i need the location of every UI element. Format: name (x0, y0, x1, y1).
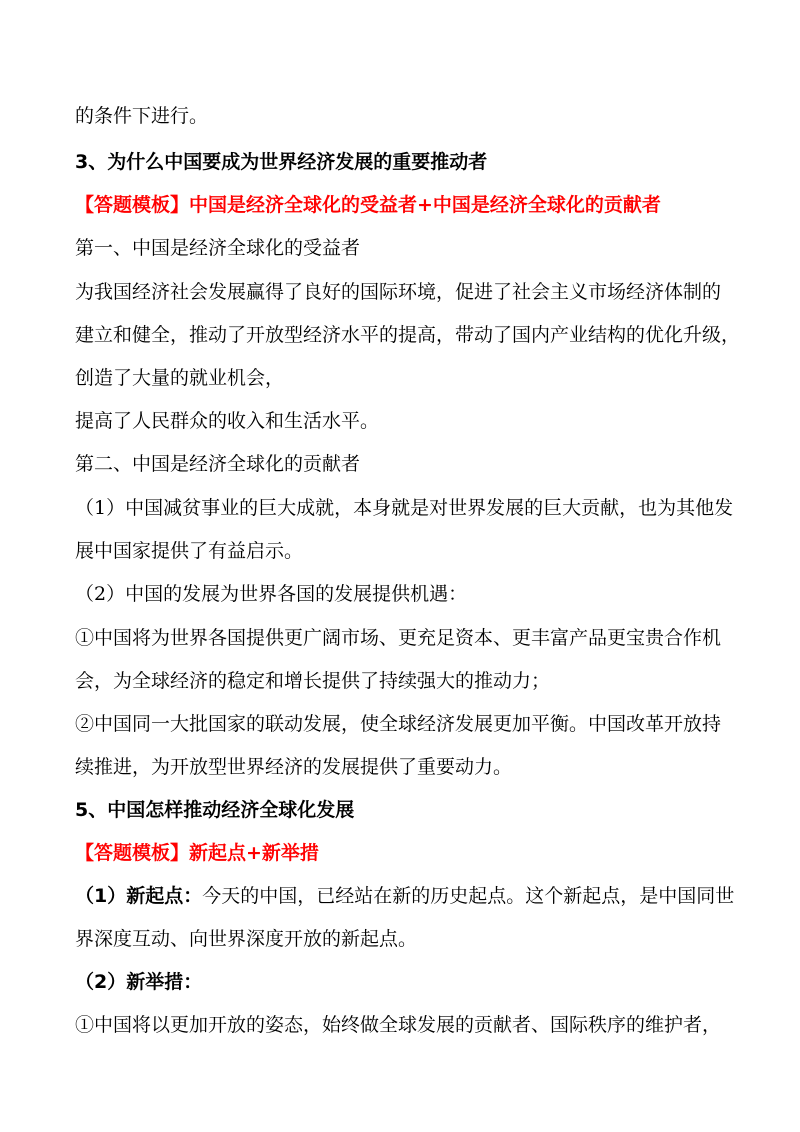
text-line: 界深度互动、向世界深度开放的新起点。 (75, 928, 418, 950)
text-line: 为我国经济社会发展赢得了良好的国际环境，促进了社会主义市场经济体制的 (75, 281, 722, 303)
text-line (75, 884, 755, 908)
item-text: 今天的中国，已经站在新的历史起点。这个新起点，是中国同世 (202, 885, 735, 907)
text-line: 提高了人民群众的收入和生活水平。 (75, 410, 380, 432)
text-line: （2）中国的发展为世界各国的发展提供机遇： (75, 583, 468, 605)
text-line: （1）中国减贫事业的巨大成就，本身就是对世界发展的巨大贡献，也为其他发 (75, 497, 734, 519)
item-label-new-measures: （2）新举措： (75, 971, 203, 993)
text-line: ①中国将为世界各国提供更广阔市场、更充足资本、更丰富产品更宝贵合作机 (75, 627, 722, 649)
text-line: 会，为全球经济的稳定和增长提供了持续强大的推动力； (75, 670, 551, 692)
text-line: 创造了大量的就业机会， (75, 367, 285, 389)
text-line: 建立和健全，推动了开放型经济水平的提高，带动了国内产业结构的优化升级， (75, 324, 741, 346)
section-heading-3: 3、为什么中国要成为世界经济发展的重要推动者 (75, 151, 488, 173)
text-line: 的条件下进行。 (75, 105, 209, 127)
section-heading-5: 5、中国怎样推动经济全球化发展 (75, 799, 355, 821)
text-line: ②中国同一大批国家的联动发展，使全球经济发展更加平衡。中国改革开放持 (75, 713, 722, 735)
text-line: ①中国将以更加开放的姿态，始终做全球发展的贡献者、国际秩序的维护者， (75, 1014, 722, 1036)
item-label-new-start: （1）新起点： (75, 885, 203, 907)
point-one-title: 第一、中国是经济全球化的受益者 (75, 237, 361, 259)
answer-template-5: 【答题模板】新起点+新举措 (75, 842, 319, 864)
text-line (75, 970, 755, 994)
point-two-title: 第二、中国是经济全球化的贡献者 (75, 453, 361, 475)
text-line: 续推进，为开放型世界经济的发展提供了重要动力。 (75, 756, 513, 778)
text-line: 展中国家提供了有益启示。 (75, 540, 304, 562)
answer-template-3: 【答题模板】中国是经济全球化的受益者+中国是经济全球化的贡献者 (75, 194, 661, 216)
